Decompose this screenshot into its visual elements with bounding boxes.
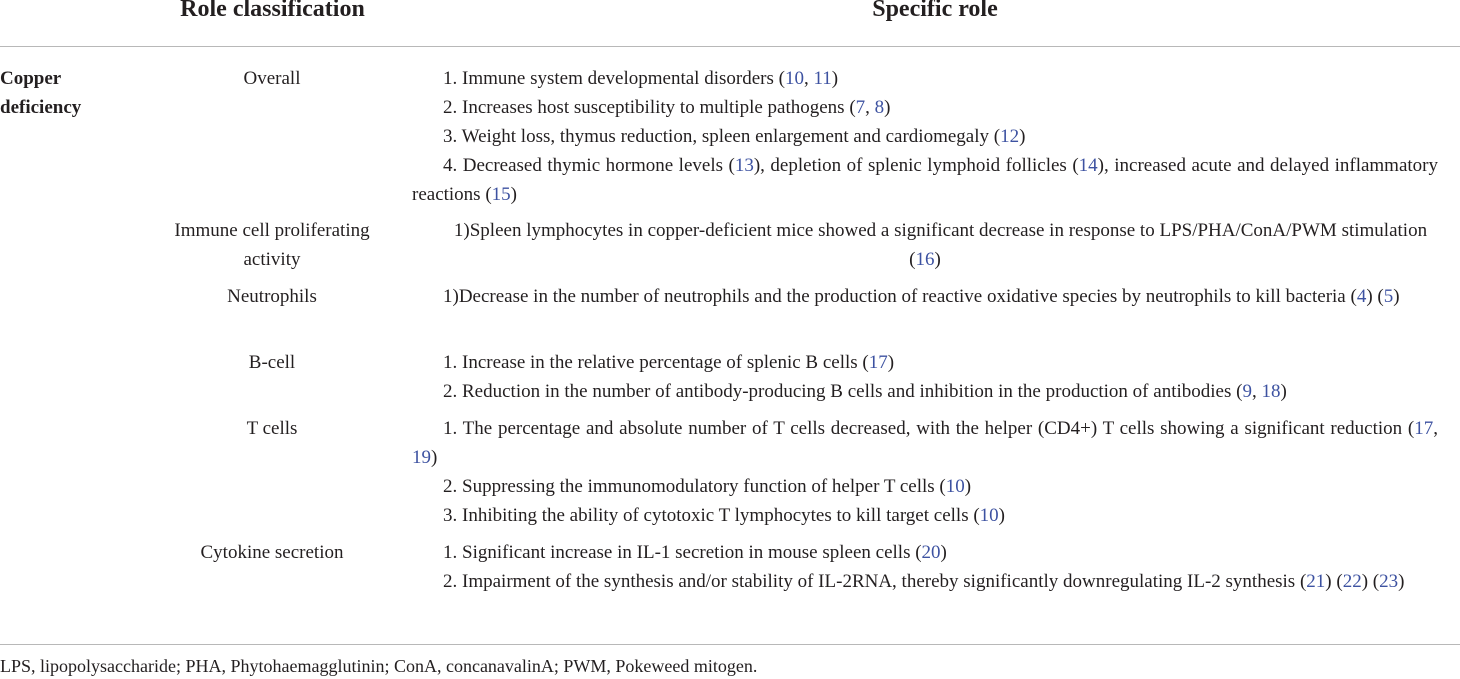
role-text: 3. Inhibiting the ability of cytotoxic T lymphocytes to kill target cells (: [443, 505, 980, 526]
reference-link[interactable]: 18: [1261, 381, 1281, 402]
reference-link[interactable]: 9: [1242, 381, 1252, 402]
role-item: [412, 348, 1438, 377]
row-role-neutrophils: [412, 282, 1438, 311]
footer-divider: [0, 644, 1460, 645]
role-text: 1)Decrease in the number of neutrophils and the production of reactive oxidative species by neutrophils to kill bacteria (: [443, 286, 1357, 307]
role-item: [412, 64, 1438, 93]
role-item: [412, 377, 1438, 406]
role-text: ): [1398, 571, 1405, 592]
reference-link[interactable]: 17: [1414, 418, 1434, 439]
reference-link[interactable]: 16: [915, 249, 935, 270]
reference-link[interactable]: 5: [1383, 286, 1394, 307]
role-item: [412, 93, 1438, 122]
row-label-proliferating: [148, 216, 396, 274]
reference-link[interactable]: 7: [855, 97, 866, 118]
role-item: [412, 538, 1438, 567]
row-label-b-cell: [148, 348, 396, 377]
header-role-classification: Role classification: [180, 0, 365, 22]
row-label-line: B-cell: [248, 352, 296, 373]
role-text: ): [887, 352, 895, 373]
row-label-line: T cells: [246, 418, 298, 439]
row-label-overall: [148, 64, 396, 93]
reference-link[interactable]: 19: [412, 447, 431, 468]
role-text: ) (: [1366, 286, 1384, 307]
role-text: 1. Immune system developmental disorders (: [443, 68, 785, 89]
row-role-t-cells: [412, 414, 1438, 530]
row-label-line: Overall: [243, 68, 301, 89]
role-item: [412, 151, 1438, 209]
role-text: 1)Spleen lymphocytes in copper-deficient mice showed a significant decrease in response to LPS/PHA/ConA/PWM stimulation (: [453, 220, 1428, 270]
row-label-line: Cytokine secretion: [200, 542, 344, 563]
group-label: [0, 64, 140, 122]
role-text: ): [1280, 381, 1287, 402]
row-label-line: Neutrophils: [227, 286, 317, 307]
reference-link[interactable]: 21: [1306, 571, 1326, 592]
role-text: ): [1019, 126, 1026, 147]
role-text: 1. Significant increase in IL-1 secretion in mouse spleen cells (: [443, 542, 922, 563]
row-role-proliferating: [412, 216, 1438, 274]
row-role-overall: [412, 64, 1438, 209]
row-label-line: Immune cell proliferating: [174, 220, 370, 241]
role-item: [412, 414, 1438, 472]
role-text: ): [998, 505, 1005, 526]
role-text: 4. Decreased thymic hormone levels (: [443, 155, 735, 176]
role-item: [412, 282, 1438, 311]
role-text: 2. Reduction in the number of antibody-producing B cells and inhibition in the production of antibodies (: [443, 381, 1243, 402]
role-text: 2. Increases host susceptibility to multiple pathogens (: [443, 97, 856, 118]
reference-link[interactable]: 12: [1000, 126, 1020, 147]
reference-link[interactable]: 8: [874, 97, 885, 118]
role-item: [412, 567, 1438, 596]
role-item: [412, 122, 1438, 151]
row-label-neutrophils: [148, 282, 396, 311]
role-text: ): [510, 184, 517, 205]
reference-link[interactable]: 20: [921, 542, 941, 563]
reference-link[interactable]: 14: [1078, 155, 1098, 176]
role-text: ): [934, 249, 941, 270]
row-label-t-cells: [148, 414, 396, 443]
role-text: ): [1393, 286, 1400, 307]
reference-link[interactable]: 10: [945, 476, 965, 497]
role-text: ): [431, 447, 438, 468]
role-text: ) (: [1361, 571, 1380, 592]
role-text: ) (: [1325, 571, 1343, 592]
header-specific-role: Specific role: [872, 0, 998, 22]
role-text: ), increased acute and delayed inflammatory reactions (: [412, 155, 1439, 205]
reference-link[interactable]: 15: [491, 184, 511, 205]
role-text: ,: [803, 68, 814, 89]
reference-link[interactable]: 13: [734, 155, 754, 176]
reference-link[interactable]: 23: [1379, 571, 1399, 592]
role-text: 2. Suppressing the immunomodulatory function of helper T cells (: [443, 476, 946, 497]
row-role-b-cell: [412, 348, 1438, 406]
reference-link[interactable]: 4: [1356, 286, 1367, 307]
table-header: [0, 0, 1460, 47]
role-text: 2. Impairment of the synthesis and/or stability of IL-2RNA, thereby significantly downregulating IL-2 synthesis (: [443, 571, 1307, 592]
role-text: ): [964, 476, 972, 497]
role-text: ,: [1251, 381, 1262, 402]
role-text: 1. Increase in the relative percentage of splenic B cells (: [443, 352, 869, 373]
role-text: ,: [1433, 418, 1438, 439]
row-label-line: activity: [243, 249, 301, 270]
reference-link[interactable]: 11: [813, 68, 832, 89]
role-item: [412, 501, 1438, 530]
reference-link[interactable]: 17: [868, 352, 888, 373]
reference-link[interactable]: 10: [784, 68, 804, 89]
role-text: ): [940, 542, 947, 563]
role-text: ,: [865, 97, 875, 118]
group-label-line: deficiency: [0, 97, 82, 118]
role-text: 1. The percentage and absolute number of T cells decreased, with the helper (CD4+) T cells showing a significant reduction (: [443, 418, 1415, 439]
role-item: [412, 216, 1438, 274]
role-item: [412, 472, 1438, 501]
row-label-cytokine: [148, 538, 396, 567]
role-text: 3. Weight loss, thymus reduction, spleen enlargement and cardiomegaly (: [443, 126, 1001, 147]
reference-link[interactable]: 10: [979, 505, 999, 526]
row-role-cytokine: [412, 538, 1438, 596]
table-footnote: LPS, lipopolysaccharide; PHA, Phytohaemagglutinin; ConA, concanavalinA; PWM, Pokeweed mitogen.: [0, 656, 758, 676]
role-text: ): [884, 97, 891, 118]
role-text: ), depletion of splenic lymphoid follicles (: [753, 155, 1079, 176]
role-text: ): [831, 68, 839, 89]
group-label-line: Copper: [0, 68, 62, 89]
reference-link[interactable]: 22: [1342, 571, 1362, 592]
